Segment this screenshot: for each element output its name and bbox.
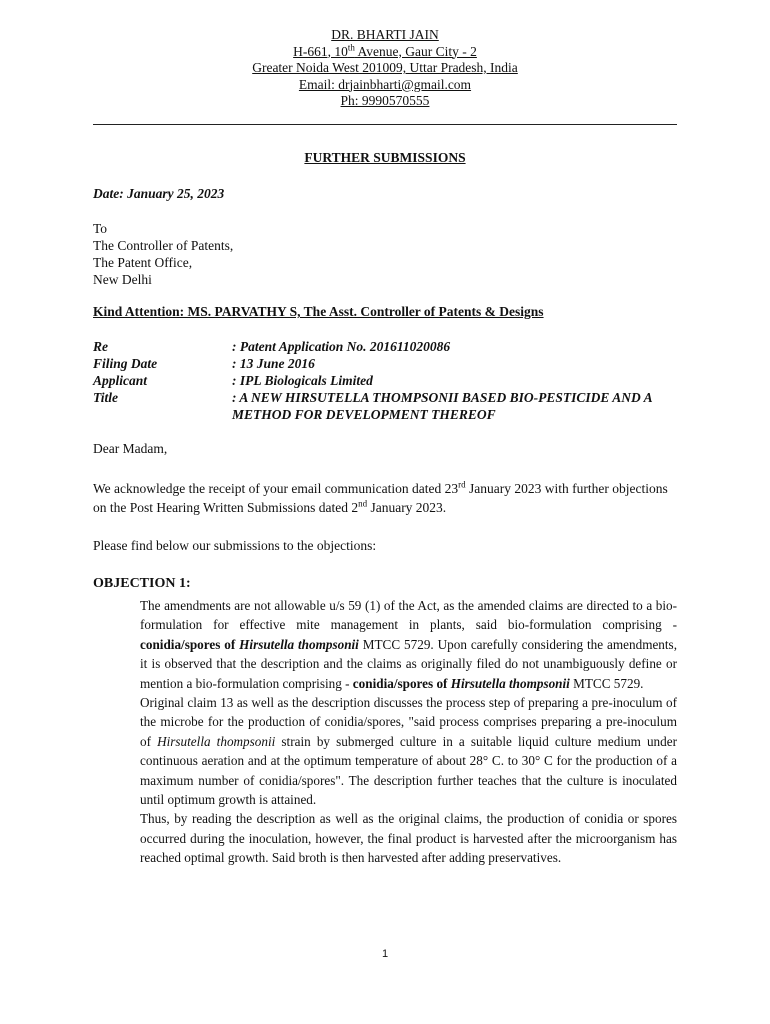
- letterhead-name: DR. BHARTI JAIN: [331, 27, 439, 42]
- text-run: Original claim 13 as well as the description discusses the process step of preparing a pre-inoculum of the microbe for the production of conidia/spores, "said process comprises preparing a pre-inoculum of: [140, 695, 677, 749]
- acknowledgement-paragraph: [93, 479, 683, 517]
- reference-row: [93, 355, 683, 372]
- reference-label: Title: [93, 390, 118, 405]
- submissions-intro: Please find below our submissions to the objections:: [93, 538, 377, 553]
- text-run-bold-italic: Hirsutella thompsonii: [239, 636, 359, 652]
- objection-paragraph: Thus, by reading the description as well as the original claims, the production of conidia or spores occurred during the inoculation, however, the final product is harvested after the microorganism has reached optimal growth. Said broth is then harvested after adding preservatives.: [140, 811, 677, 866]
- ack-sup: nd: [358, 498, 368, 509]
- reference-row: [93, 389, 683, 423]
- objection-body: [140, 596, 677, 868]
- letterhead-phone: Ph: 9990570555: [340, 93, 430, 108]
- objection-heading: OBJECTION 1:: [93, 576, 191, 591]
- address-line: The Controller of Patents,: [93, 238, 234, 253]
- text-run: The amendments are not allowable u/s 59 (1) of the Act, as the amended claims are directed to a bio-formulation for effective mite management in plants, said bio-formulation comprising -: [140, 598, 677, 633]
- letterhead: [0, 27, 770, 110]
- document-date: Date: January 25, 2023: [93, 186, 225, 201]
- text-run: MTCC 5729.: [569, 675, 644, 691]
- reference-label: Filing Date: [93, 356, 158, 371]
- address-sup: th: [347, 42, 355, 52]
- reference-value: : Patent Application No. 201611020086: [232, 339, 451, 354]
- reference-value: : A NEW HIRSUTELLA THOMPSONII BASED BIO-PESTICIDE AND A METHOD FOR DEVELOPMENT THEREOF: [232, 390, 652, 422]
- reference-value: : 13 June 2016: [232, 356, 315, 371]
- text-run: strain by submerged culture in a suitable liquid culture medium under continuous aeration and at the optimum temperature of about 28° C. to 30° C for the production of a maximum number of conidia/spores". The description further teaches that the culture is inoculated until optimum growth is attained.: [140, 733, 677, 808]
- letterhead-email: Email: drjainbharti@gmail.com: [298, 76, 472, 92]
- text-run: MTCC 5729. Upon carefully considering the amendments, it is observed that the description and the claims as originally filed do not unambiguously define or mention a bio-formulation comprising -: [140, 636, 677, 691]
- text-run-bold-italic: Hirsutella thompsonii: [450, 675, 570, 691]
- address-to: To: [93, 221, 108, 236]
- address-part: H-661, 10: [293, 43, 348, 59]
- page-number: 1: [381, 948, 389, 960]
- salutation: Dear Madam,: [93, 441, 168, 456]
- reference-label: Re: [93, 339, 108, 354]
- ack-text: January 2023 with further objections on the Post Hearing Written Submissions dated 2: [93, 481, 668, 515]
- objection-paragraph: [140, 693, 677, 809]
- ack-text: We acknowledge the receipt of your email communication dated 23: [93, 481, 459, 496]
- reference-block: [93, 338, 683, 423]
- ack-sup: rd: [458, 479, 466, 490]
- letterhead-address-line2: Greater Noida West 201009, Uttar Pradesh, India: [252, 60, 518, 75]
- address-part: Avenue, Gaur City - 2: [354, 43, 477, 59]
- objection-paragraph: [140, 596, 677, 693]
- address-line: The Patent Office,: [93, 255, 193, 270]
- ack-text: January 2023.: [367, 500, 447, 515]
- reference-row: [93, 338, 683, 355]
- header-divider: [93, 124, 677, 125]
- reference-row: [93, 372, 683, 389]
- kind-attention: Kind Attention: MS. PARVATHY S, The Asst. Controller of Patents & Designs: [93, 304, 544, 319]
- letterhead-address-line1: [0, 44, 770, 61]
- reference-value: : IPL Biologicals Limited: [232, 373, 373, 388]
- text-run-bold: conidia/spores of: [352, 675, 451, 691]
- document-title: FURTHER SUBMISSIONS: [304, 150, 466, 165]
- text-run-bold: conidia/spores of: [140, 636, 240, 652]
- text-run-italic: Hirsutella thompsonii: [157, 733, 276, 749]
- recipient-address: [93, 220, 233, 288]
- address-line: New Delhi: [93, 272, 152, 287]
- reference-label: Applicant: [93, 373, 148, 388]
